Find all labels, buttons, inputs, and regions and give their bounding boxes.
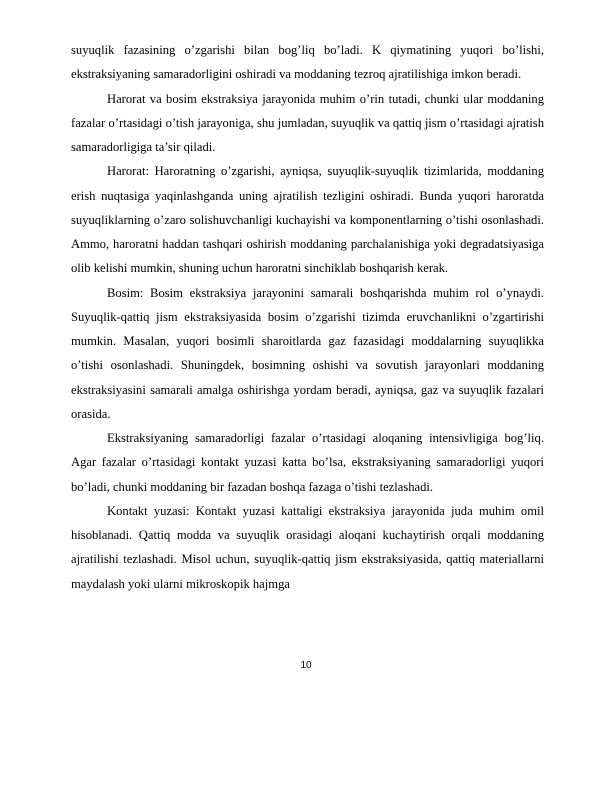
paragraph-continuation: suyuqlik fazasining o’zgarishi bilan bog’liq bo’ladi. K qiymatining yuqori bo’lishi, ekstraksiyaning samaradorligini oshiradi va moddaning tezroq ajratilishiga imkon beradi.	[71, 43, 544, 82]
paragraph-pressure: Bosim: Bosim ekstraksiya jarayonini samarali boshqarishda muhim rol o’ynaydi. Suyuqlik-qattiq jism ekstraksiyasida bosim o’zgarishi tizimda eruvchanlikni o’zgartirishi mumkin. Masalan, yuqori bosimli sharoitlarda gaz fazasidagi moddalarning suyuqlikka o’tishi osonlashadi. Shuningdek, bosimning oshishi va sovutish jarayonlari moddaning ekstraksiyasini samarali amalga oshirishga yordam beradi, ayniqsa, gaz va suyuqlik fazalari orasida.	[71, 285, 544, 421]
paragraph-contact-surface: Kontakt yuzasi: Kontakt yuzasi kattaligi ekstraksiya jarayonida juda muhim omil hisoblanadi. Qattiq modda va suyuqlik orasidagi aloqani kuchaytirish orqali moddaning ajratilishi tezlashadi. Misol uchun, suyuqlik-qattiq jism ekstraksiyasida, qattiq materiallarni maydalash yoki ularni mikroskopik hajmga	[71, 503, 544, 591]
paragraph-temperature: Harorat: Haroratning o’zgarishi, ayniqsa, suyuqlik-suyuqlik tizimlarida, moddaning erish nuqtasiga yaqinlashganda uning ajratilish tezligini oshiradi. Bunda yuqori haroratda suyuqliklarning o’zaro solishuvchanligi kuchayishi va komponentlarning o’tishi osonlashadi. Ammo, haroratni haddan tashqari oshirish moddaning parchalanishiga yoki degradatsiyasiga olib kelishi mumkin, shuning uchun haroratni sinchiklab boshqarish kerak.	[71, 164, 544, 276]
page-number: 10	[300, 660, 312, 671]
paragraph-temperature-pressure: Harorat va bosim ekstraksiya jarayonida muhim o’rin tutadi, chunki ular moddaning fazalar o’rtasidagi o’tish jarayoniga, shu jumladan, suyuqlik va qattiq jism o’rtasidagi ajratish samaradorligiga ta’sir qiladi.	[71, 91, 544, 154]
body-text	[71, 38, 544, 596]
paragraph-phase-contact: Ekstraksiyaning samaradorligi fazalar o’rtasidagi aloqaning intensivligiga bog’liq. Agar fazalar o’rtasidagi kontakt yuzasi katta bo’lsa, ekstraksiyaning samaradorligi yuqori bo’ladi, chunki moddaning bir fazadan boshqa fazaga o’tishi tezlashadi.	[71, 431, 544, 494]
